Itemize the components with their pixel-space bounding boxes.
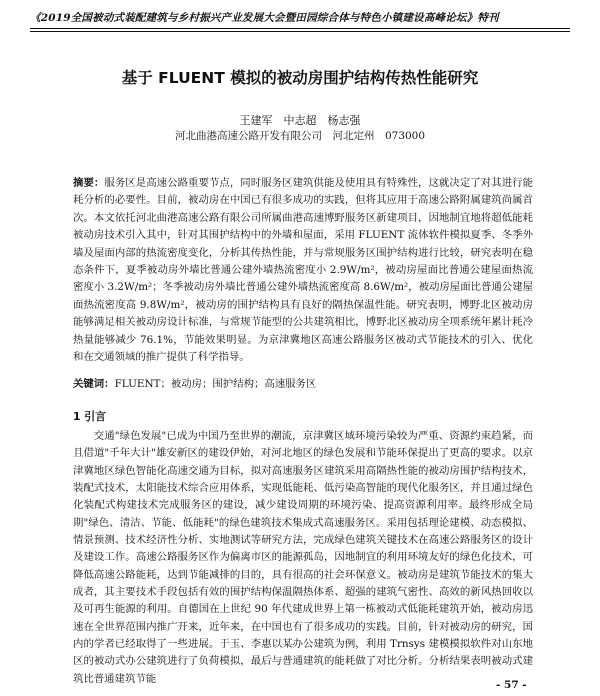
keywords-block	[73, 376, 533, 393]
author-affiliation: 河北曲港高速公路开发有限公司 河北定州 073000	[174, 130, 426, 142]
running-header: 《2019全国被动式装配建筑与乡村振兴产业发展大会暨田园综合体与特色小镇建设高峰论坛》特刊	[30, 12, 499, 24]
author-list: 王建军 中志超 杨志强	[239, 114, 361, 127]
header-rule-thick	[30, 28, 570, 29]
abstract-text: 服务区是高速公路重要节点，同时服务区建筑供能及使用具有特殊性，这就决定了对其进行能耗分析的必要性。目前，被动房在中国已有很多成功的实践，但将其应用于高速公路附属建筑尚属首次。本文依托河北曲港高速公路有限公司所属曲港高速博野服务区新建项目，因地制宜地将超低能耗被动房技术引入其中，针对其围护结构中的外墙和屋面，采用 FLUENT 流体软件模拟夏季、冬季外墙及屋面内部的热流密度变化，分析其传热性能，并与常规服务区围护结构进行比较，研究表明在稳态条件下，夏季被动房外墙比普通公建外墙热流密度小 2.9W/m²，被动房屋面比普通公建屋面热流密度小 3.2W/m²；冬季被动房外墙比普通公建外墙热流密度高 8.6W/m²，被动房屋面比普通公建屋面热流密度高 9.8W/m²，被动房的围护结构具有良好的隔热保温性能。研究表明，博野北区被动房能够满足相关被动房设计标准，与常规节能型的公共建筑相比，博野北区被动房全项系统年累计耗冷热量能够减少 76.1%，节能效果明显。为京津冀地区高速公路服务区被动式节能技术的引入、优化和在交通领域的推广提供了科学指导。	[73, 177, 534, 364]
keywords-text: FLUENT；被动房；围护结构；高速服务区	[114, 378, 317, 390]
abstract-block	[73, 175, 533, 366]
paper-title: 基于 FLUENT 模拟的被动房围护结构传热性能研究	[121, 69, 479, 87]
keywords-label: 关键词：	[73, 378, 115, 390]
page-number: - 57 -	[496, 679, 527, 691]
abstract-label: 摘要：	[73, 177, 105, 189]
introduction-paragraph: 交通"绿色发展"已成为中国乃至世界的潮流，京津冀区域环境污染较为严重、资源约束趋紧，而且借道"千年大计"雄安新区的建设伊始，对河北地区的绿色发展和节能环保提出了更高的要求。以京津冀地区绿色智能化高速交通为目标，拟对高速服务区建筑采用高隔热性能的被动房围护结构技术，装配式技术，太阳能技术综合应用体系，实现低能耗、低污染高智能的现代化服务区，并且通过绿色化装配式构建技术完成服务区的建设，减少建设周期的环境污染、提高资源利用率。最终形成全局期"绿色、清洁、节能、低能耗"的绿色建筑技术集成式高速服务区。采用包括理论建模、动态模拟、情景预测、技术经济性分析、实地测试等研究方法，完成绿色建筑关键技术在高速公路服务区的设计及建设工作。高速公路服务区作为偏离市区的能源孤岛，因地制宜的利用环境友好的绿色化技术，可降低高速公路能耗，达到节能减排的目的，具有很高的社会环保意义。被动房是建筑节能技术的集大成者，其主要技术手段包括有效的围护结构保温隔热体系、超强的建筑气密性、高效的新风热回收以及可再生能源的利用。自德国在上世纪 90 年代建成世界上第一栋被动式低能耗建筑开始，被动房迅速在全世界范围内推广开来，近年来，在中国也有了很多成功的实践。目前，针对被动房的研究，国内的学者已经取得了一些进展。于玉、李惠以某办公建筑为例，利用 Trnsys 建模模拟软件对山东地区的被动式办公建筑进行了负荷模拟，最后与普通建筑的能耗做了对比分析。分析结果表明被动式建筑比普通建筑节能	[73, 430, 533, 685]
section-heading-introduction: 1 引言	[73, 410, 106, 423]
header-rule-thin	[30, 31, 570, 32]
